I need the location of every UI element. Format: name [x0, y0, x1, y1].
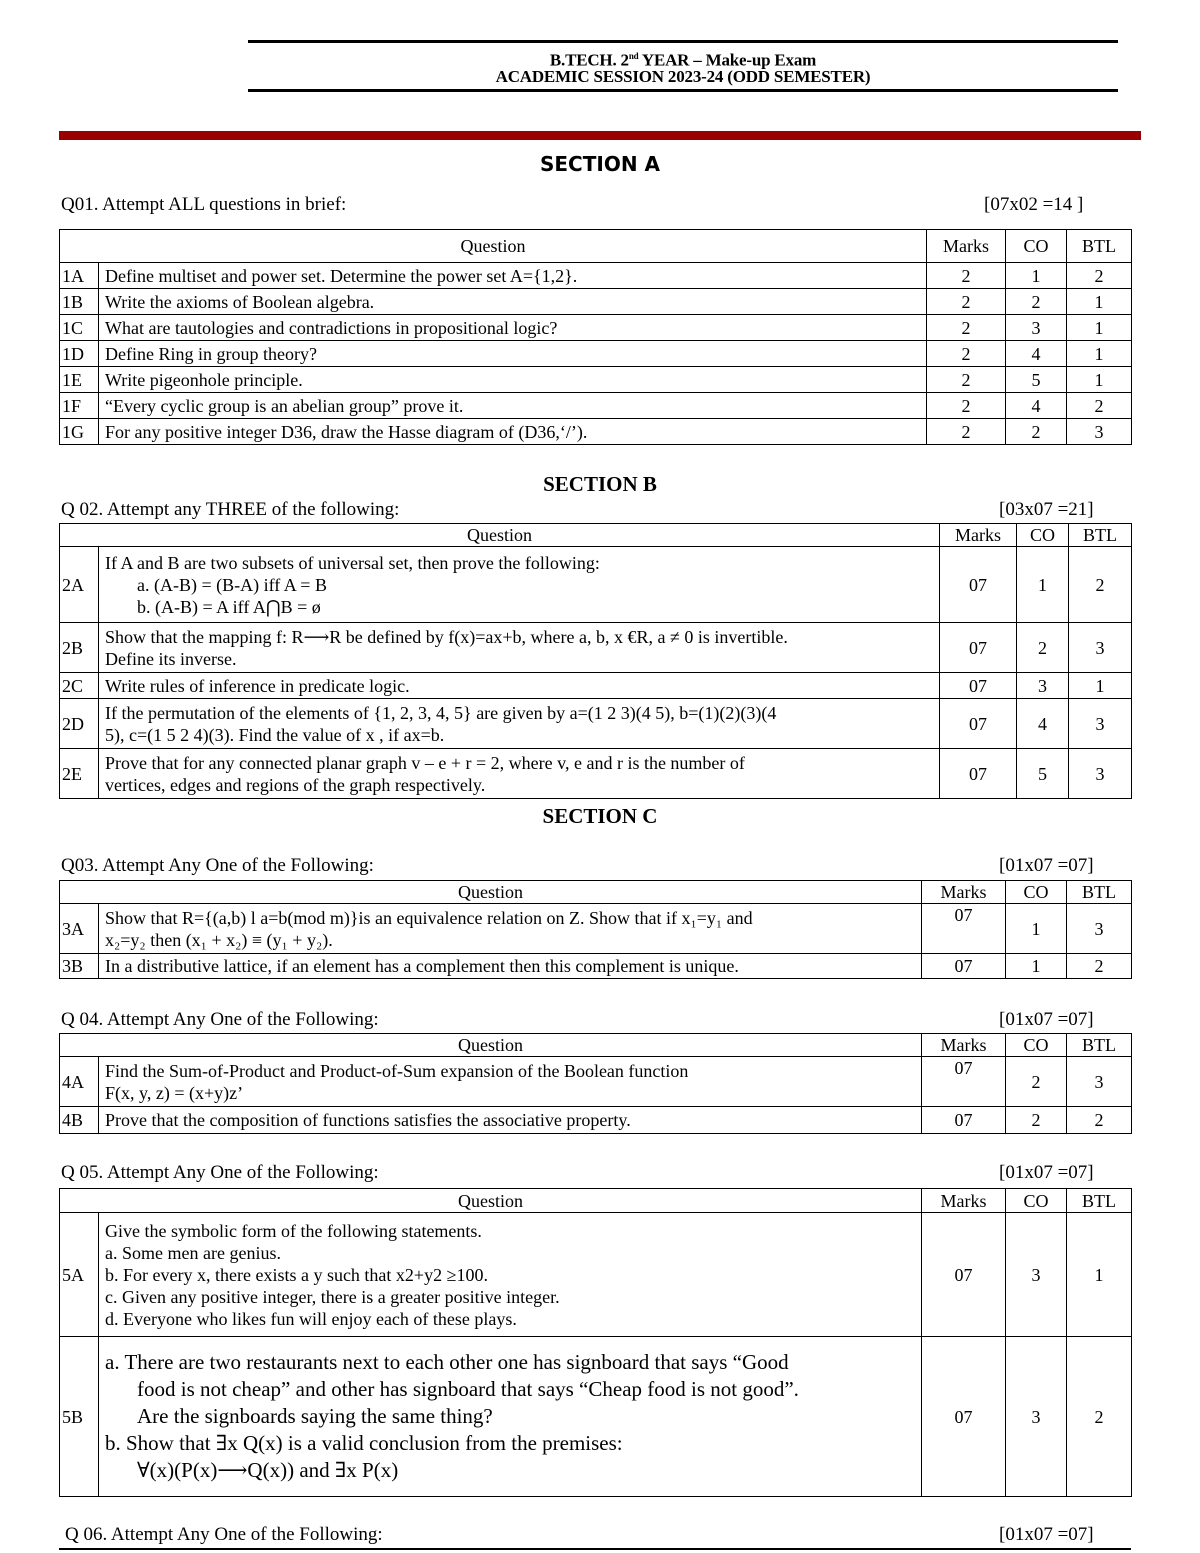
question-line: In a distributive lattice, if an element has a complement then this complement is unique. — [105, 956, 739, 976]
table-row — [60, 289, 1132, 315]
section-a-title: SECTION A — [539, 152, 660, 176]
q03-intro: Q03. Attempt Any One of the Following: — [61, 855, 374, 876]
table-row — [60, 547, 1132, 623]
header-question: Question — [60, 1189, 922, 1213]
question-line: a. There are two restaurants next to each other one has signboard that says “Good — [105, 1350, 789, 1374]
question-id: 1D — [60, 341, 99, 367]
header-btl: BTL — [1067, 1189, 1132, 1213]
btl-cell: 2 — [1067, 263, 1132, 289]
co-cell: 4 — [1017, 699, 1069, 749]
section-c-title: SECTION C — [542, 804, 658, 828]
question-id: 4A — [60, 1057, 99, 1107]
co-cell: 3 — [1006, 315, 1067, 341]
question-line: Are the signboards saying the same thing? — [137, 1404, 493, 1428]
btl-cell: 1 — [1067, 315, 1132, 341]
btl-cell: 3 — [1069, 749, 1132, 799]
marks-cell: 2 — [927, 367, 1006, 393]
question-line: Give the symbolic form of the following statements. — [105, 1220, 482, 1241]
table-header-row — [60, 1034, 1132, 1057]
question-line: b. (A-B) = A iff A⋂B = ø — [137, 596, 321, 617]
co-cell: 3 — [1006, 1213, 1067, 1337]
q04-intro: Q 04. Attempt Any One of the Following: — [61, 1009, 379, 1030]
marks-cell: 07 — [940, 749, 1017, 799]
question-line: b. For every x, there exists a y such that x2+y2 ≥100. — [105, 1264, 488, 1285]
question-text — [99, 1337, 922, 1497]
question-line: Show that the mapping f: R⟶R be defined by f(x)=ax+b, where a, b, x €R, a ≠ 0 is invertible. — [105, 626, 788, 647]
header-marks: Marks — [922, 881, 1006, 904]
question-text: Write pigeonhole principle. — [99, 367, 927, 393]
btl-cell: 3 — [1069, 623, 1132, 673]
question-line: Prove that for any connected planar graph v – e + r = 2, where v, e and r is the number of — [105, 752, 745, 773]
btl-cell: 2 — [1067, 1107, 1132, 1134]
q05-intro: Q 05. Attempt Any One of the Following: — [61, 1162, 379, 1183]
header-co: CO — [1006, 1034, 1067, 1057]
q06-marks: [01x07 =07] — [999, 1524, 1094, 1545]
q02-intro: Q 02. Attempt any THREE of the following: — [61, 499, 400, 520]
academic-session: ACADEMIC SESSION 2023-24 (ODD SEMESTER) — [495, 67, 871, 86]
co-cell: 2 — [1006, 1057, 1067, 1107]
exam-title-prefix: B.TECH. 2 — [549, 50, 629, 70]
question-id: 1E — [60, 367, 99, 393]
q04-marks: [01x07 =07] — [999, 1009, 1094, 1030]
q05-marks: [01x07 =07] — [999, 1162, 1094, 1183]
header-question: Question — [60, 524, 940, 547]
header-btl: BTL — [1069, 524, 1132, 547]
co-cell: 1 — [1006, 954, 1067, 979]
question-line: ∀(x)(P(x)⟶Q(x)) and ∃x P(x) — [137, 1458, 399, 1482]
co-cell: 2 — [1017, 623, 1069, 673]
table-header-row — [60, 524, 1132, 547]
marks-cell: 2 — [927, 419, 1006, 445]
header-bottom-rule — [248, 89, 1118, 92]
marks-cell: 2 — [927, 289, 1006, 315]
co-cell: 1 — [1006, 904, 1067, 954]
marks-cell: 07 — [922, 1213, 1006, 1337]
table-row — [60, 367, 1132, 393]
q06-intro: Q 06. Attempt Any One of the Following: — [65, 1524, 383, 1545]
question-line: F(x, y, z) = (x+y)z’ — [105, 1082, 244, 1103]
btl-cell: 1 — [1067, 289, 1132, 315]
question-id: 3A — [60, 904, 99, 954]
marks-cell: 07 — [922, 1107, 1006, 1134]
q02-marks: [03x07 =21] — [999, 499, 1094, 520]
question-text: What are tautologies and contradictions in propositional logic? — [99, 315, 927, 341]
header-co: CO — [1017, 524, 1069, 547]
table-row — [60, 315, 1132, 341]
q05-table — [59, 1188, 1132, 1497]
co-cell: 2 — [1006, 289, 1067, 315]
question-id: 5A — [60, 1213, 99, 1337]
header-question: Question — [60, 1034, 922, 1057]
question-id: 3B — [60, 954, 99, 979]
btl-cell: 1 — [1067, 341, 1132, 367]
question-id: 1F — [60, 393, 99, 419]
header-btl: BTL — [1067, 1034, 1132, 1057]
marks-cell: 2 — [927, 263, 1006, 289]
table-row — [60, 623, 1132, 673]
table-row — [60, 904, 1132, 954]
question-line: food is not cheap” and other has signboard that says “Cheap food is not good”. — [137, 1377, 799, 1401]
marks-cell: 07 — [940, 699, 1017, 749]
btl-cell: 3 — [1067, 1057, 1132, 1107]
marks-cell: 07 — [922, 1057, 1006, 1107]
table-row — [60, 1107, 1132, 1134]
co-cell: 1 — [1006, 263, 1067, 289]
co-cell: 4 — [1006, 393, 1067, 419]
co-cell: 4 — [1006, 341, 1067, 367]
question-line: x₂=y₂ then (x₁ + x₂) ≡ (y₁ + y₂). — [105, 929, 333, 950]
question-id: 2A — [60, 547, 99, 623]
co-cell: 2 — [1006, 419, 1067, 445]
btl-cell: 1 — [1067, 1213, 1132, 1337]
header-co: CO — [1006, 881, 1067, 904]
table-row — [60, 1057, 1132, 1107]
question-id: 2D — [60, 699, 99, 749]
question-text — [99, 623, 940, 673]
question-text — [99, 699, 940, 749]
question-id: 4B — [60, 1107, 99, 1134]
header-marks: Marks — [922, 1034, 1006, 1057]
question-line: Show that R={(a,b) l a=b(mod m)}is an equivalence relation on Z. Show that if x₁=y₁ and — [105, 907, 753, 928]
table-row — [60, 673, 1132, 699]
q01-marks: [07x02 =14 ] — [984, 194, 1084, 215]
btl-cell: 1 — [1067, 367, 1132, 393]
table-header-row — [60, 230, 1132, 263]
btl-cell: 2 — [1067, 1337, 1132, 1497]
header-marks: Marks — [940, 524, 1017, 547]
marks-cell: 2 — [927, 393, 1006, 419]
co-cell: 5 — [1006, 367, 1067, 393]
header-question: Question — [60, 881, 922, 904]
header-btl: BTL — [1067, 881, 1132, 904]
question-text: For any positive integer D36, draw the Hasse diagram of (D36,‘/’). — [99, 419, 927, 445]
question-line: a. (A-B) = (B-A) iff A = B — [137, 574, 327, 595]
exam-title-suffix: YEAR – Make-up Exam — [638, 50, 817, 70]
question-text — [99, 1057, 922, 1107]
co-cell: 3 — [1006, 1337, 1067, 1497]
btl-cell: 2 — [1067, 954, 1132, 979]
header-top-rule — [248, 40, 1118, 43]
marks-cell: 07 — [922, 1337, 1006, 1497]
section-b-title: SECTION B — [543, 472, 657, 496]
table-row — [60, 1337, 1132, 1497]
table-header-row — [60, 1189, 1132, 1213]
table-row — [60, 419, 1132, 445]
marks-cell: 07 — [940, 673, 1017, 699]
table-header-row — [60, 881, 1132, 904]
question-id: 1C — [60, 315, 99, 341]
co-cell: 2 — [1006, 1107, 1067, 1134]
q03-table — [59, 880, 1132, 979]
btl-cell: 3 — [1069, 699, 1132, 749]
header-btl: BTL — [1067, 230, 1132, 263]
q04-table — [59, 1033, 1132, 1134]
question-id: 1G — [60, 419, 99, 445]
question-text: “Every cyclic group is an abelian group” prove it. — [99, 393, 927, 419]
question-line: d. Everyone who likes fun will enjoy each of these plays. — [105, 1308, 517, 1329]
question-line: If the permutation of the elements of {1, 2, 3, 4, 5} are given by a=(1 2 3)(4 5), b=(1)(2)(3)(4 — [105, 702, 777, 723]
marks-cell: 07 — [940, 623, 1017, 673]
header-co: CO — [1006, 1189, 1067, 1213]
question-text: Write the axioms of Boolean algebra. — [99, 289, 927, 315]
question-id: 2C — [60, 673, 99, 699]
question-id: 1A — [60, 263, 99, 289]
question-text — [99, 1213, 922, 1337]
question-text — [99, 547, 940, 623]
table-row — [60, 393, 1132, 419]
question-id: 2E — [60, 749, 99, 799]
table-row — [60, 263, 1132, 289]
btl-cell: 1 — [1069, 673, 1132, 699]
header-marks: Marks — [927, 230, 1006, 263]
question-line: If A and B are two subsets of universal set, then prove the following: — [105, 552, 600, 573]
q01-table — [59, 229, 1132, 445]
btl-cell: 3 — [1067, 904, 1132, 954]
question-line: Prove that the composition of functions satisfies the associative property. — [105, 1110, 631, 1130]
accent-bar — [59, 131, 1141, 140]
question-text — [99, 673, 940, 699]
q02-table — [59, 523, 1132, 799]
header-question: Question — [60, 230, 927, 263]
question-text — [99, 904, 922, 954]
question-id: 1B — [60, 289, 99, 315]
table-row — [60, 749, 1132, 799]
marks-cell: 2 — [927, 341, 1006, 367]
question-line: a. Some men are genius. — [105, 1242, 281, 1263]
marks-cell: 2 — [927, 315, 1006, 341]
q06-table-top-border — [59, 1548, 1131, 1550]
co-cell: 3 — [1017, 673, 1069, 699]
question-line: Write rules of inference in predicate logic. — [105, 675, 410, 696]
table-row — [60, 341, 1132, 367]
table-row — [60, 1213, 1132, 1337]
question-line: 5), c=(1 5 2 4)(3). Find the value of x , if ax=b. — [105, 724, 445, 745]
question-text — [99, 954, 922, 979]
question-text — [99, 749, 940, 799]
question-line: vertices, edges and regions of the graph respectively. — [105, 774, 486, 795]
question-text: Define Ring in group theory? — [99, 341, 927, 367]
co-cell: 5 — [1017, 749, 1069, 799]
btl-cell: 2 — [1069, 547, 1132, 623]
question-id: 5B — [60, 1337, 99, 1497]
question-id: 2B — [60, 623, 99, 673]
question-line: b. Show that ∃x Q(x) is a valid conclusion from the premises: — [105, 1431, 623, 1455]
question-line: Find the Sum-of-Product and Product-of-Sum expansion of the Boolean function — [105, 1060, 689, 1081]
table-row — [60, 699, 1132, 749]
marks-cell: 07 — [922, 904, 1006, 954]
btl-cell: 3 — [1067, 419, 1132, 445]
question-line: Define its inverse. — [105, 648, 237, 669]
exam-title-sup: nd — [628, 51, 639, 61]
question-line: c. Given any positive integer, there is a greater positive integer. — [105, 1286, 560, 1307]
co-cell: 1 — [1017, 547, 1069, 623]
header-co: CO — [1006, 230, 1067, 263]
q03-marks: [01x07 =07] — [999, 855, 1094, 876]
marks-cell: 07 — [922, 954, 1006, 979]
q01-intro: Q01. Attempt ALL questions in brief: — [61, 194, 347, 215]
header-marks: Marks — [922, 1189, 1006, 1213]
question-text — [99, 1107, 922, 1134]
table-row — [60, 954, 1132, 979]
marks-cell: 07 — [940, 547, 1017, 623]
btl-cell: 2 — [1067, 393, 1132, 419]
question-text: Define multiset and power set. Determine the power set A={1,2}. — [99, 263, 927, 289]
